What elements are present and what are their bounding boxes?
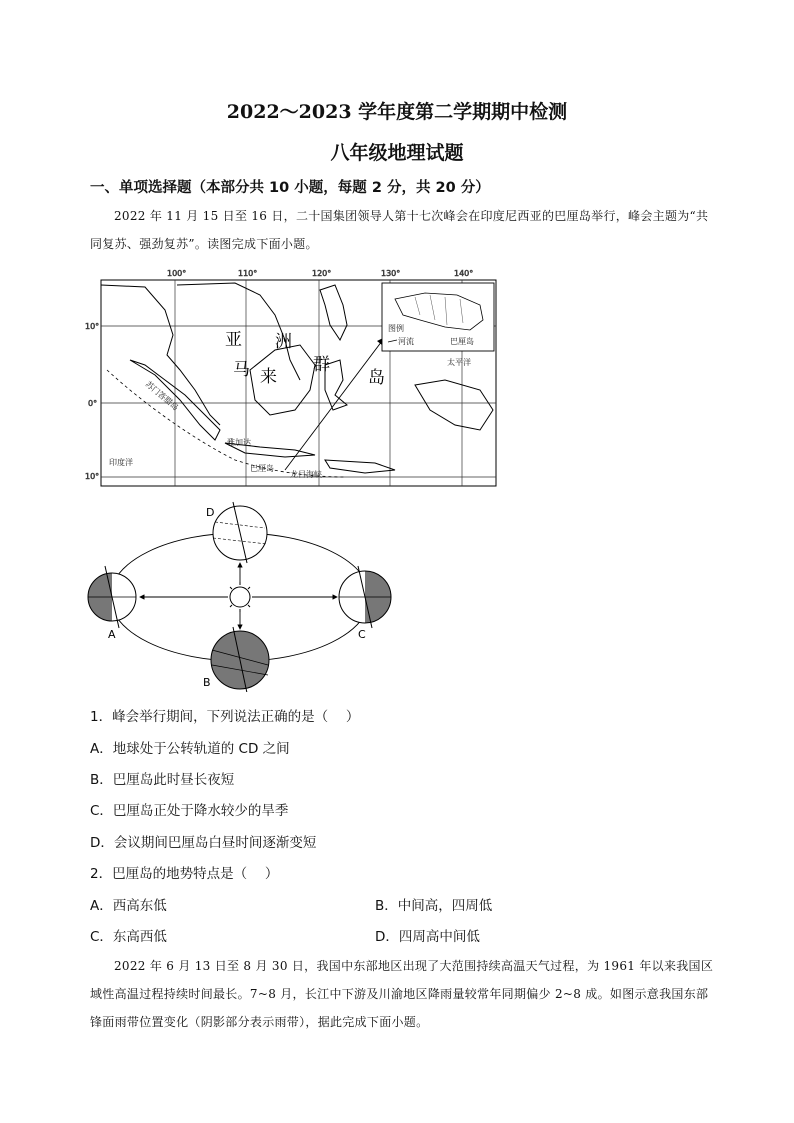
label-pacific: 太平洋 [447,358,471,367]
label-bali: 巴厘岛 [250,464,274,473]
map-label-qun: 群 [313,355,330,375]
lon-label-120: 120° [312,269,332,278]
question-1-option-b[interactable]: B．巴厘岛此时昼长夜短 [90,772,235,788]
sun-icon [225,582,255,612]
section-heading: 一、单项选择题（本部分共 10 小题，每题 2 分，共 20 分） [90,180,490,196]
question-1-stem: 1．峰会举行期间，下列说法正确的是（ ） [90,709,360,725]
earth-orbit-diagram [85,500,400,692]
exam-title: 2022～2023 学年度第二学期期中检测 [226,101,568,123]
earth-position-b [205,627,275,692]
label-jakarta: 雅加达 [227,438,251,447]
map-label-ma: 马 [233,360,250,380]
lat-label-0: 0° [88,399,98,408]
label-lombok: 龙目海峡 [290,470,322,479]
question-1-option-d[interactable]: D．会议期间巴厘岛白昼时间逐渐变短 [90,835,317,851]
map-label-dao: 岛 [368,368,385,388]
exam-subtitle: 八年级地理试题 [330,142,464,164]
legend-title: 图例 [388,324,404,333]
question-2-option-a[interactable]: A．西高东低 [90,898,167,914]
lon-label-100: 100° [167,269,187,278]
question-2-option-b[interactable]: B．中间高，四周低 [375,898,493,914]
orbit-label-a: A [108,628,116,641]
label-indian-ocean: 印度洋 [109,458,133,467]
question-2-option-c[interactable]: C．东高西低 [90,929,167,945]
passage-2-paragraph: 2022 年 6 月 13 日至 8 月 30 日，我国中东部地区出现了大范围持续高温天气过程，为 1961 年以来我国区域性高温过程持续时间最长。7~8 月，长江中下游及川渝地区降雨量较常年同期偏少 2~8 成。如图示意我国东部锋面雨带位置变化（阴影部分表示雨带），据此完成下面小题。 [90,959,714,1029]
lat-label-10s: 10° [85,472,100,481]
map-label-ya: 亚 [225,330,242,350]
orbit-label-d: D [206,506,215,519]
lon-label-130: 130° [381,269,401,278]
lat-label-10n: 10° [85,322,100,331]
intro-paragraph: 2022 年 11 月 15 日至 16 日，二十国集团领导人第十七次峰会在印度尼西亚的巴厘岛举行，峰会主题为“共同复苏、强劲复苏”。读图完成下面小题。 [90,209,709,251]
lon-label-140: 140° [454,269,474,278]
question-2-option-d[interactable]: D．四周高中间低 [375,929,480,945]
orbit-label-b: B [203,676,211,689]
earth-position-d [213,502,267,563]
orbit-label-c: C [358,628,366,641]
question-2-stem: 2．巴厘岛的地势特点是（ ） [90,866,279,882]
map-label-lai: 来 [260,367,277,387]
question-1-option-a[interactable]: A．地球处于公转轨道的 CD 之间 [90,741,290,757]
question-1-option-c[interactable]: C．巴厘岛正处于降水较少的旱季 [90,803,289,819]
earth-position-c [337,566,395,628]
map-label-zhou: 洲 [275,332,292,352]
label-sumatra: 苏门答腊岛 [143,379,181,413]
lon-label-110: 110° [238,269,258,278]
earth-position-a [85,566,139,628]
southeast-asia-map [85,265,505,490]
legend-river: 河流 [398,337,414,346]
legend-island: 巴厘岛 [450,337,474,346]
